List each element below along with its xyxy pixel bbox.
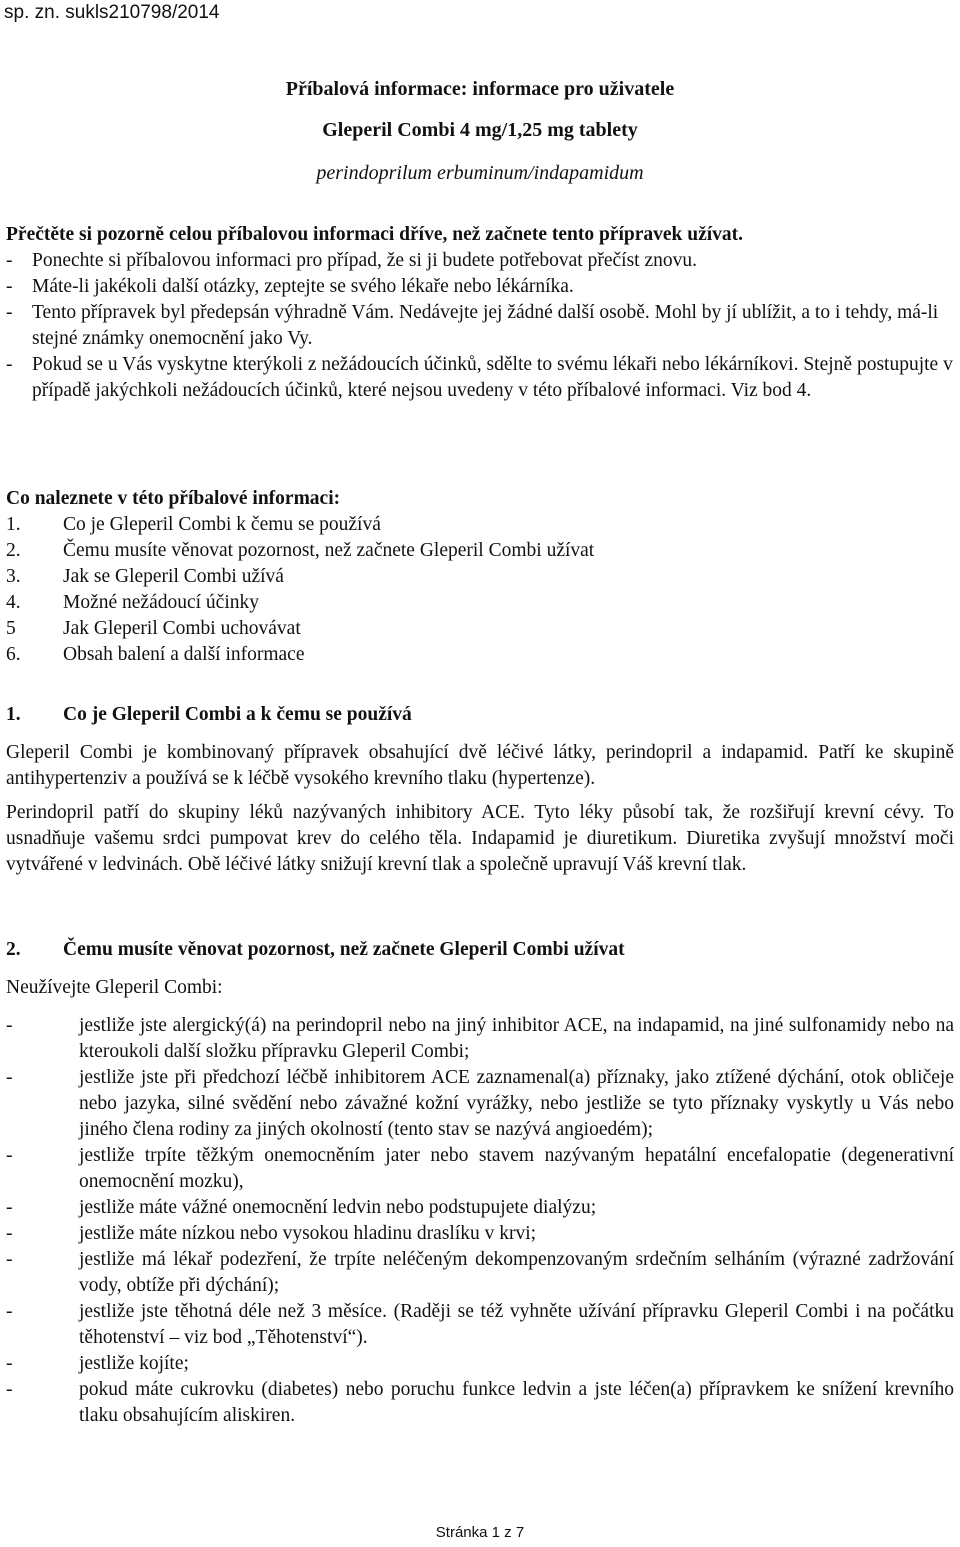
toc-item: 6. Obsah balení a další informace — [6, 644, 305, 665]
list-item: - jestliže kojíte; — [6, 1351, 954, 1377]
toc-item: 3. Jak se Gleperil Combi užívá — [6, 566, 284, 587]
dash-bullet: - — [6, 1145, 13, 1166]
section-1 — [6, 702, 954, 878]
toc-heading: Co naleznete v této příbalové informaci: — [6, 488, 341, 509]
list-item: - jestliže má lékař podezření, že trpíte neléčeným dekompenzovaným srdečním selháním (výrazné zadržování vody, obtíže při dýchání); — [6, 1247, 954, 1299]
reference-number: sp. zn. sukls210798/2014 — [4, 2, 220, 23]
list-item: - Tento přípravek byl předepsán výhradně Vám. Nedávejte jej žádné další osobě. Mohl by jí ublížit, a to i tehdy, má-li stejné známky onemocnění jako Vy. — [6, 300, 954, 352]
list-item: - Pokud se u Vás vyskytne kterýkoli z nežádoucích účinků, sdělte to svému lékaři nebo lékárníkovi. Stejně postupujte v případě jakýchkoli nežádoucích účinků, které nejsou uvedeny v této příbalové informaci. Viz bod 4. — [6, 352, 954, 404]
dash-bullet: - — [6, 276, 13, 297]
toc-list — [6, 512, 954, 668]
list-item: - Máte-li jakékoli další otázky, zeptejte se svého lékaře nebo lékárníka. — [6, 274, 954, 300]
list-item: - jestliže máte nízkou nebo vysokou hladinu draslíku v krvi; — [6, 1221, 954, 1247]
intro-section — [6, 222, 954, 404]
intro-list — [6, 248, 954, 404]
dash-bullet: - — [6, 1223, 13, 1244]
dash-bullet: - — [6, 1301, 13, 1322]
dash-bullet: - — [6, 1353, 13, 1374]
toc-item: 4. Možné nežádoucí účinky — [6, 592, 260, 613]
list-item: - jestliže jste alergický(á) na perindopril nebo na jiný inhibitor ACE, na indapamid, na jiné sulfonamidy nebo na kteroukoli další složku přípravku Gleperil Combi; — [6, 1013, 954, 1065]
product-name: Gleperil Combi 4 mg/1,25 mg tablety — [322, 119, 638, 141]
list-item: - jestliže jste při předchozí léčbě inhibitorem ACE zaznamenal(a) příznaky, jako ztížené dýchání, otok obličeje nebo jazyka, silné svědění nebo závažné kožní vyrážky, nebo jestliže se tyto příznaky vyskytly u Vás nebo jiného člena rodiny za jiných okolností (tento stav se nazývá angioedém); — [6, 1065, 954, 1143]
dash-bullet: - — [6, 1379, 13, 1400]
active-substances: perindoprilum erbuminum/indapamidum — [316, 162, 644, 184]
list-item: - jestliže jste těhotná déle než 3 měsíce. (Raději se též vyhněte užívání přípravku Gleperil Combi i na počátku těhotenství – viz bod „Těhotenství“). — [6, 1299, 954, 1351]
title-block — [0, 78, 960, 185]
dash-bullet: - — [6, 302, 13, 323]
dash-bullet: - — [6, 1015, 13, 1036]
section-2-subheading: Neužívejte Gleperil Combi: — [6, 977, 223, 998]
contraindication-list — [6, 1013, 954, 1429]
list-item: - jestliže trpíte těžkým onemocněním jater nebo stavem nazývaným hepatální encefalopatie (degenerativní onemocnění mozku), — [6, 1143, 954, 1195]
toc-item: 1. Co je Gleperil Combi k čemu se používá — [6, 514, 381, 535]
list-item: - Ponechte si příbalovou informaci pro případ, že si ji budete potřebovat přečíst znovu. — [6, 248, 954, 274]
section-1-paragraph-1: Gleperil Combi je kombinovaný přípravek obsahující dvě léčivé látky, perindopril a indapamid. Patří ke skupině antihypertenziv a používá se k léčbě vysokého krevního tlaku (hypertenze). — [6, 742, 954, 789]
section-2 — [6, 937, 954, 1429]
toc-item: 2. Čemu musíte věnovat pozornost, než začnete Gleperil Combi užívat — [6, 540, 595, 561]
dash-bullet: - — [6, 1249, 13, 1270]
dash-bullet: - — [6, 354, 13, 375]
list-item: - jestliže máte vážné onemocnění ledvin nebo podstupujete dialýzu; — [6, 1195, 954, 1221]
page-number: Stránka 1 z 7 — [435, 1524, 525, 1541]
dash-bullet: - — [6, 250, 13, 271]
section-2-heading: 2. Čemu musíte věnovat pozornost, než začnete Gleperil Combi užívat — [6, 939, 625, 960]
document-title: Příbalová informace: informace pro uživatele — [285, 78, 675, 100]
list-item: - pokud máte cukrovku (diabetes) nebo poruchu funkce ledvin a jste léčen(a) přípravkem ke snížení krevního tlaku obsahujícím aliskiren. — [6, 1377, 954, 1429]
section-1-paragraph-2: Perindopril patří do skupiny léků nazývaných inhibitory ACE. Tyto léky působí tak, že rozšiřují krevní cévy. To usnadňuje vašemu srdci pumpovat krev do celého těla. Indapamid je diuretikum. Diuretika zvyšují množství moči vytvářené v ledvinách. Obě léčivé látky snižují krevní tlak a společně upravují Váš krevní tlak. — [6, 802, 954, 875]
toc-section — [6, 486, 954, 668]
intro-heading: Přečtěte si pozorně celou příbalovou informaci dříve, než začnete tento přípravek užívat. — [6, 224, 744, 245]
toc-item: 5 Jak Gleperil Combi uchovávat — [6, 618, 301, 639]
dash-bullet: - — [6, 1197, 13, 1218]
section-1-heading: 1. Co je Gleperil Combi a k čemu se používá — [6, 704, 412, 725]
dash-bullet: - — [6, 1067, 13, 1088]
